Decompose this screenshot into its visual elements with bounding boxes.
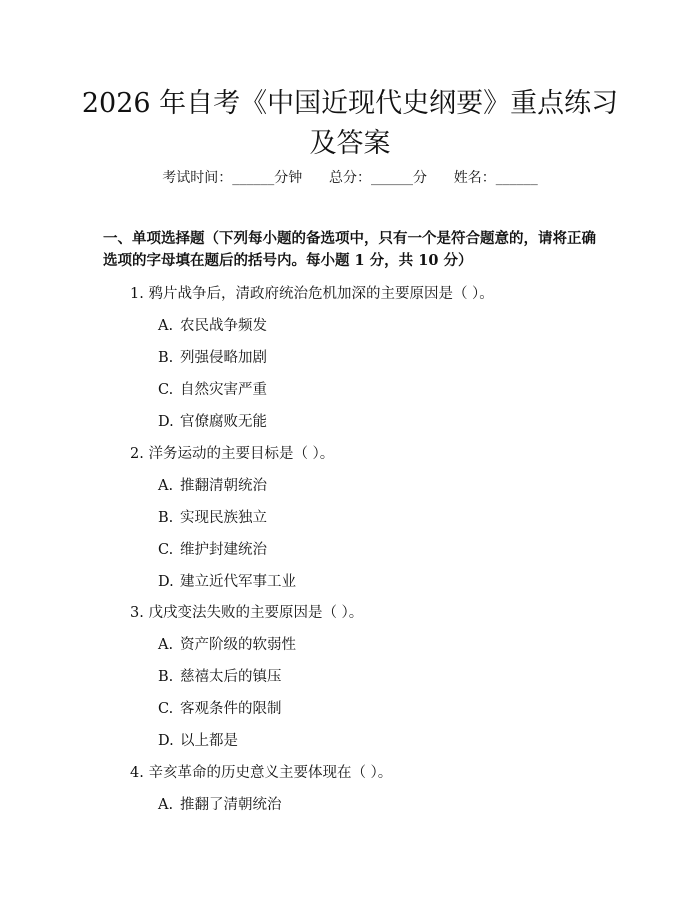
option-text: 客观条件的限制 [180,701,282,717]
option-letter: A. [158,797,174,813]
question-4: 4. 辛亥革命的历史意义主要体现在（ ）。 [130,765,393,781]
option-letter: B. [158,510,174,526]
option-text: 资产阶级的软弱性 [180,637,296,653]
option-letter: A. [158,478,174,494]
title-line-1: 2026 年自考《中国近现代史纲要》重点练习 [81,88,619,119]
option-letter: C. [158,382,174,398]
option-letter: A. [158,318,174,334]
question-1-option-d [158,410,267,431]
question-1-option-c [158,378,267,399]
option-text: 以上都是 [180,733,238,749]
option-text: 推翻了清朝统治 [180,797,282,813]
question-2-option-b [158,506,267,527]
option-letter: B. [158,350,174,366]
option-letter: C. [158,542,174,558]
exam-info-line: 考试时间：______分钟 总分：______分 姓名：______ [162,170,538,186]
option-text: 农民战争频发 [180,318,267,334]
option-text: 建立近代军事工业 [180,574,296,590]
question-3-option-c [158,697,282,718]
question-2: 2. 洋务运动的主要目标是（ ）。 [130,446,335,462]
option-text: 维护封建统治 [180,542,267,558]
section-heading-single-choice: 一、单项选择题（下列每小题的备选项中，只有一个是符合题意的，请将正确选项的字母填在题后的括号内。每小题 1 分，共 10 分） [103,230,596,269]
title-line-2: 及答案 [309,128,391,159]
question-1-option-a [158,314,267,335]
option-letter: D. [158,733,174,749]
option-text: 官僚腐败无能 [180,414,267,430]
option-text: 慈禧太后的镇压 [180,669,282,685]
option-letter: B. [158,669,174,685]
option-letter: A. [158,637,174,653]
question-1-option-b [158,346,267,367]
question-2-option-d [158,570,296,591]
option-text: 列强侵略加剧 [180,350,267,366]
option-text: 实现民族独立 [180,510,267,526]
option-text: 推翻清朝统治 [180,478,267,494]
question-2-option-c [158,538,267,559]
question-3-option-a [158,633,296,654]
question-3: 3. 戊戌变法失败的主要原因是（ ）。 [130,605,364,621]
question-3-option-b [158,665,282,686]
question-1: 1. 鸦片战争后，清政府统治危机加深的主要原因是（ ）。 [130,286,494,302]
option-letter: D. [158,414,174,430]
document-title [60,84,640,164]
question-3-option-d [158,729,238,750]
option-letter: C. [158,701,174,717]
option-text: 自然灾害严重 [180,382,267,398]
option-letter: D. [158,574,174,590]
question-4-option-a [158,793,282,814]
question-2-option-a [158,474,267,495]
